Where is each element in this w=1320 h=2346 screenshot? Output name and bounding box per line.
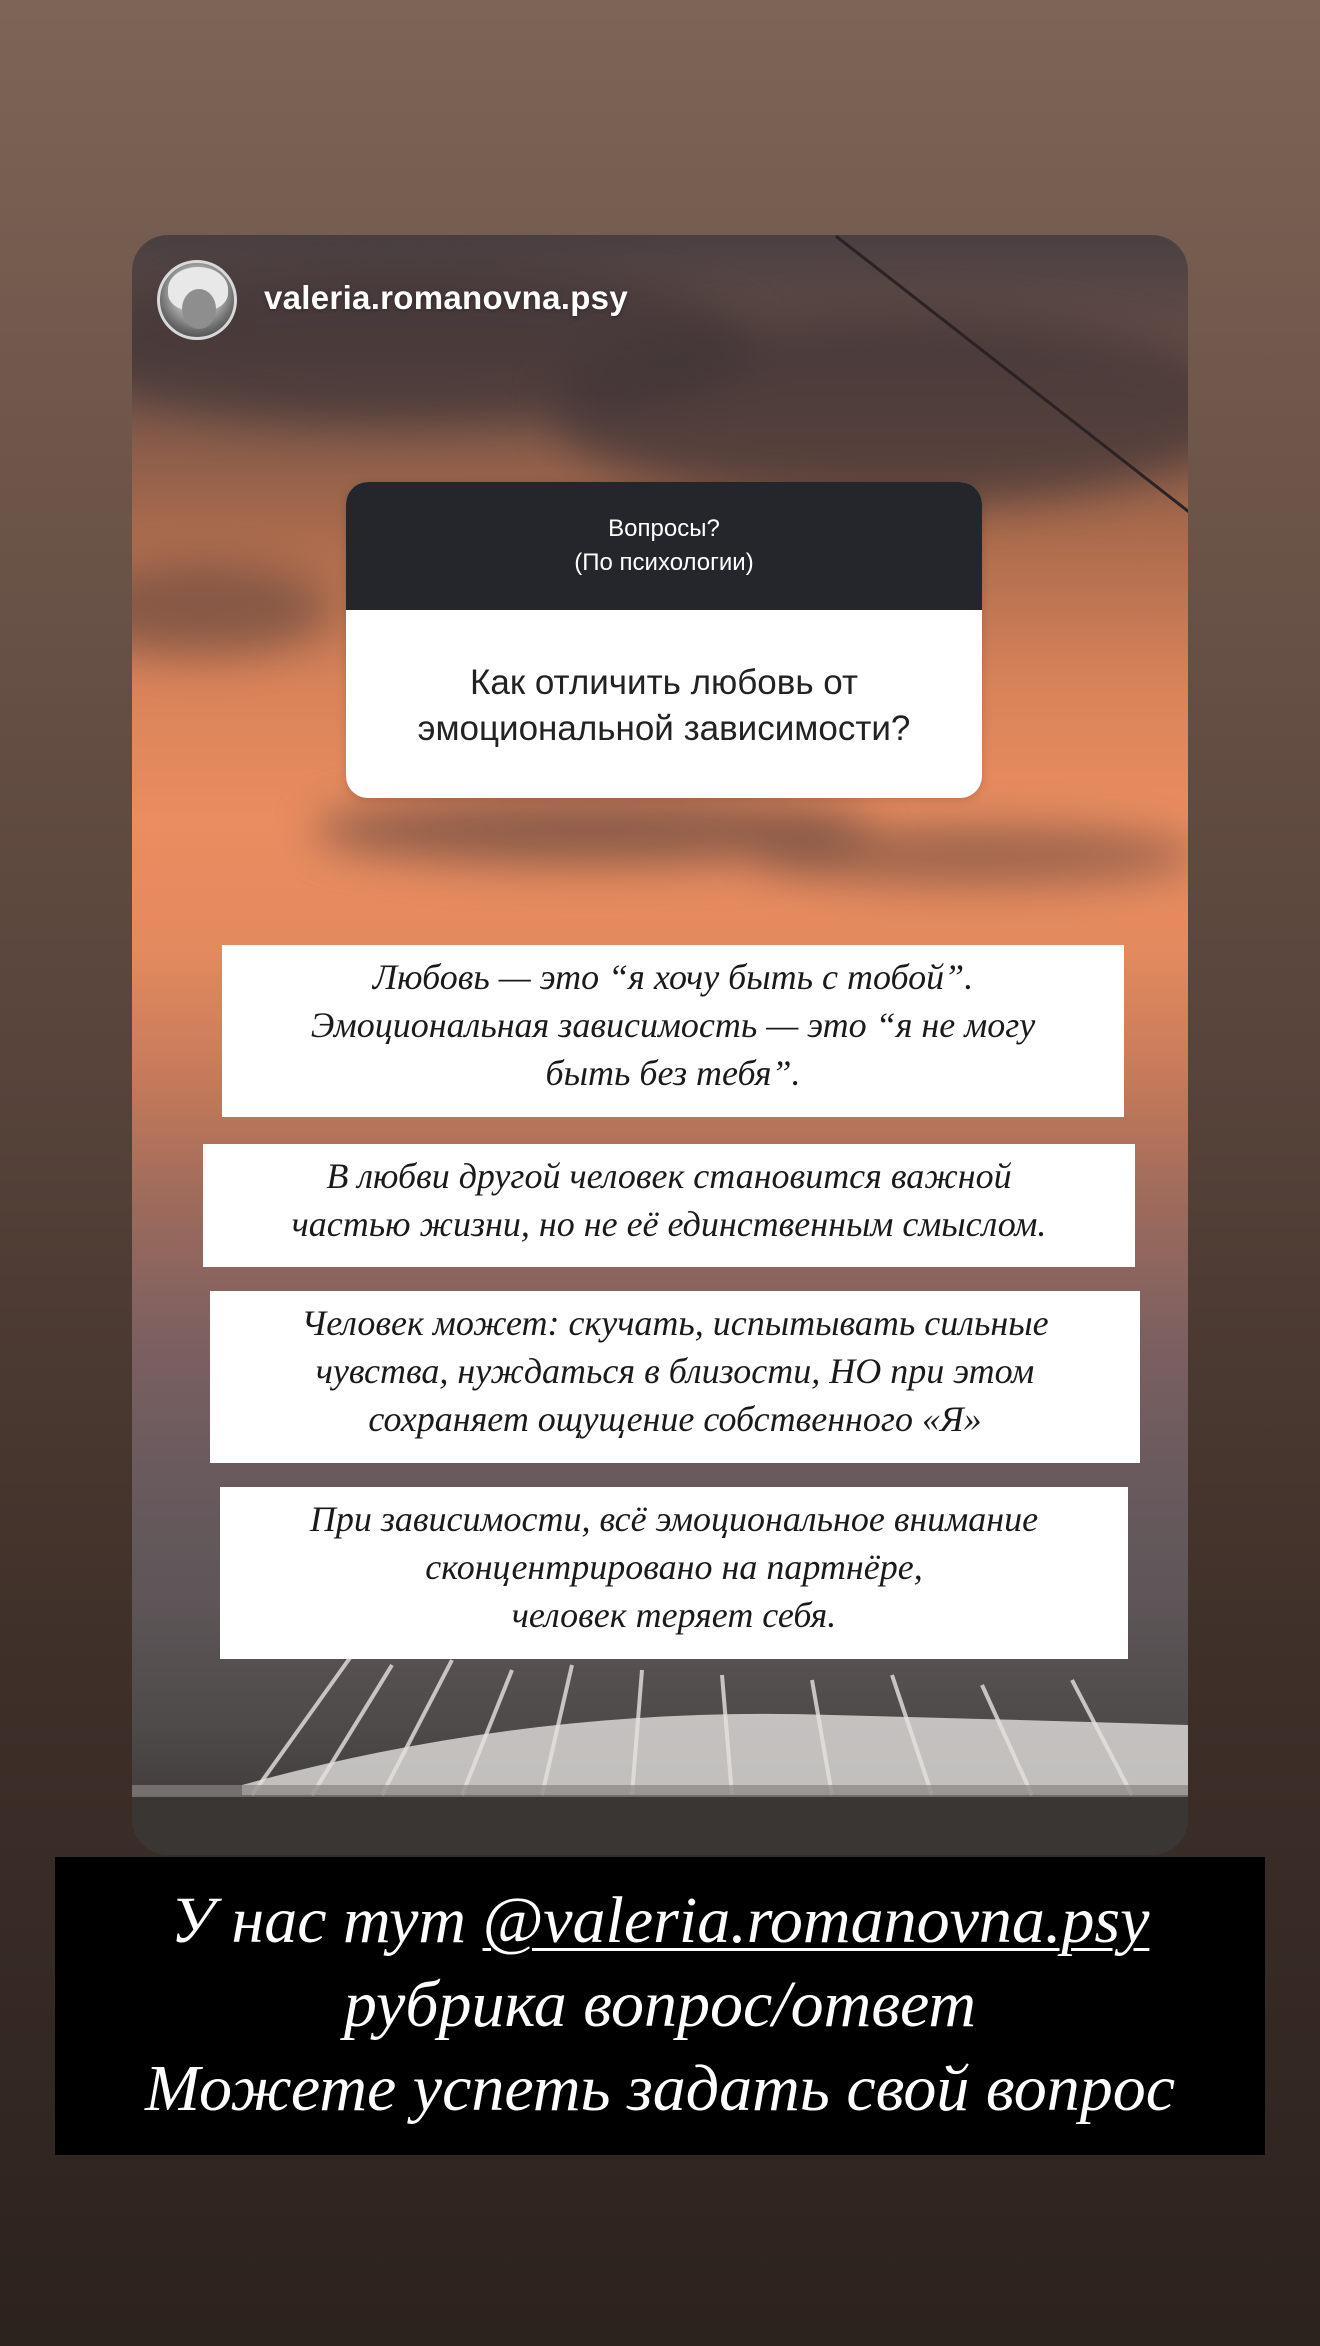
caption-line-2: рубрика вопрос/ответ — [343, 1968, 977, 2041]
repost-caption — [55, 1857, 1265, 2155]
question-sticker-title: Вопросы? — [608, 515, 720, 542]
question-sticker-header — [346, 482, 982, 610]
answer-block-4 — [220, 1487, 1128, 1659]
question-sticker[interactable] — [346, 482, 982, 798]
answer-line: Эмоциональная зависимость — это “я не могу — [310, 1005, 1036, 1045]
answer-line: чувства, нуждаться в близости, НО при этом — [315, 1351, 1035, 1391]
answer-line: частью жизни, но не её единственным смыслом. — [291, 1204, 1047, 1244]
answer-line: быть без тебя”. — [545, 1053, 801, 1093]
cloud-decoration — [132, 565, 332, 655]
answer-block-2 — [203, 1144, 1135, 1267]
caption-line-3: Можете успеть задать свой вопрос — [145, 2052, 1175, 2125]
answer-line: Человек может: скучать, испытывать сильные — [301, 1303, 1049, 1343]
caption-prefix: У нас тут — [170, 1884, 483, 1957]
question-sticker-subtitle: (По психологии) — [574, 549, 754, 576]
story-card[interactable] — [132, 235, 1188, 1855]
question-line: Как отличить любовь от — [469, 663, 859, 702]
answer-line: В любви другой человек становится важной — [326, 1156, 1012, 1196]
question-text — [346, 610, 982, 752]
answer-block-1 — [222, 945, 1124, 1117]
cloud-decoration — [752, 825, 1188, 885]
answer-line: сконцентрировано на партнёре, — [425, 1547, 923, 1587]
answer-line: сохраняет ощущение собственного «Я» — [368, 1399, 982, 1439]
mention-link[interactable]: @valeria.romanovna.psy — [482, 1884, 1150, 1957]
stadium-silhouette — [132, 1635, 1188, 1855]
profile-avatar[interactable] — [157, 260, 237, 340]
question-line: эмоциональной зависимости? — [417, 709, 911, 748]
answer-block-3 — [210, 1291, 1140, 1463]
answer-line: человек теряет себя. — [511, 1595, 837, 1635]
caption-line-1 — [55, 1879, 1265, 1963]
avatar-face — [182, 289, 216, 329]
story-username[interactable]: valeria.romanovna.psy — [264, 279, 628, 316]
answer-line: Любовь — это “я хочу быть с тобой”. — [372, 957, 974, 997]
answer-line: При зависимости, всё эмоциональное внимание — [309, 1499, 1039, 1539]
